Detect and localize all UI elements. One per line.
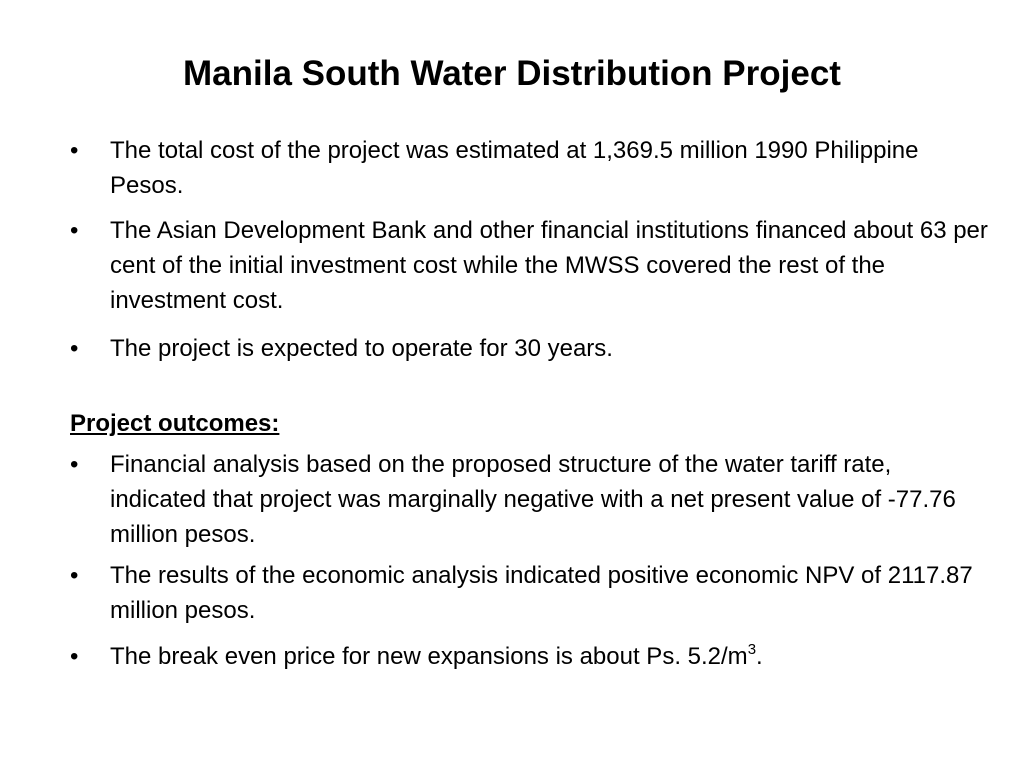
bullet-financing — [70, 213, 990, 318]
intro-bullet-list — [70, 133, 990, 366]
bullet-marker: • — [70, 451, 79, 478]
bullet-economic-analysis — [70, 558, 990, 628]
sentence-period: . — [756, 643, 763, 670]
bullet-marker: • — [70, 137, 79, 164]
bullet-marker: • — [70, 643, 79, 670]
outcome-bullet-list — [70, 447, 990, 674]
bullet-marker: • — [70, 335, 79, 362]
slide-title: Manila South Water Distribution Project — [183, 54, 841, 93]
superscript-exponent: 3 — [747, 641, 757, 658]
break-even-text: The break even price for new expansions is about Ps. 5.2/m — [110, 643, 748, 670]
bullet-text: The Asian Development Bank and other financial institutions financed about 63 per cent of the initial investment cost while the MWSS covered the rest of the investment cost. — [110, 217, 988, 314]
bullet-total-cost — [70, 133, 990, 203]
bullet-text: The results of the economic analysis indicated positive economic NPV of 2117.87 million pesos. — [110, 562, 973, 624]
bullet-financial-analysis — [70, 447, 990, 552]
bullet-text — [110, 643, 763, 670]
bullet-text: The project is expected to operate for 30 years. — [110, 335, 613, 362]
project-outcomes-heading: Project outcomes: — [70, 410, 280, 437]
bullet-operation-period — [70, 331, 990, 366]
bullet-marker: • — [70, 217, 79, 244]
bullet-text: The total cost of the project was estimated at 1,369.5 million 1990 Philippine Pesos. — [110, 137, 919, 199]
bullet-text: Financial analysis based on the proposed structure of the water tariff rate, indicated that project was marginally negative with a net present value of -77.76 million pesos. — [110, 451, 956, 548]
bullet-break-even-price — [70, 639, 990, 674]
bullet-marker: • — [70, 562, 79, 589]
